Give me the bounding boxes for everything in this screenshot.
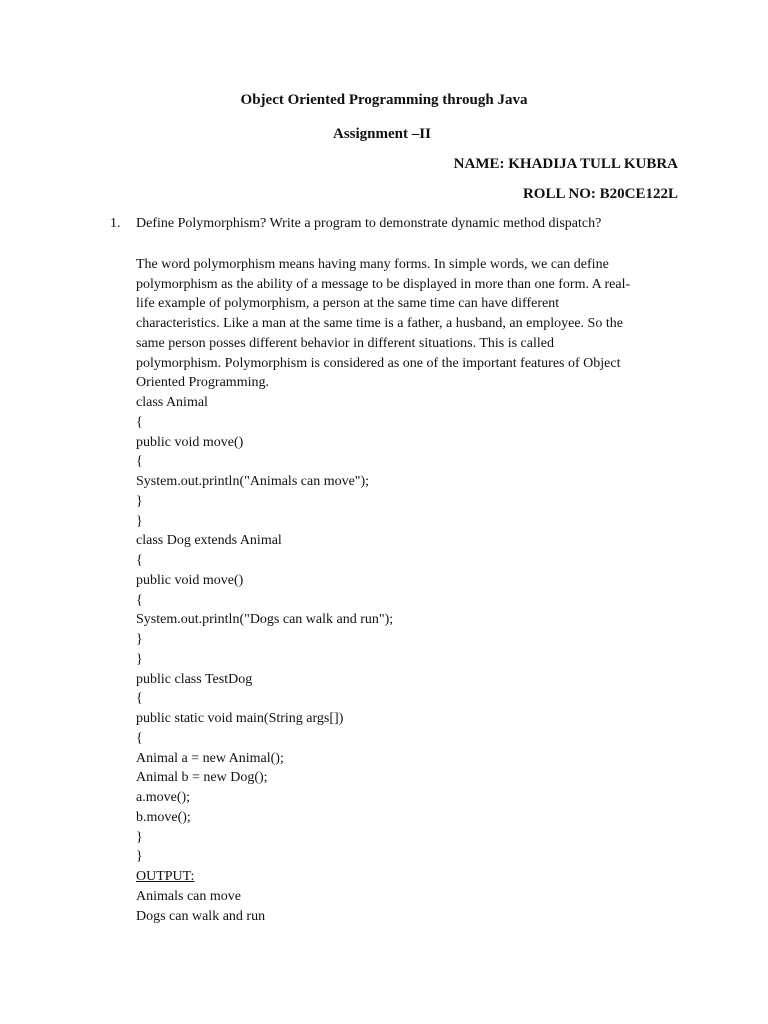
output-line: Dogs can walk and run xyxy=(136,908,266,924)
code-line: { xyxy=(136,592,143,608)
output-line: Animals can move xyxy=(136,888,241,904)
code-line: } xyxy=(136,849,143,865)
code-line: b.move(); xyxy=(136,809,191,825)
code-line: class Animal xyxy=(136,395,208,410)
document-title-text: Object Oriented Programming through Java xyxy=(240,92,528,108)
output-label: OUTPUT: xyxy=(136,869,195,884)
code-line: } xyxy=(136,513,143,529)
code-line: Animal a = new Animal(); xyxy=(136,750,284,766)
document-title xyxy=(0,92,768,109)
answer-line: characteristics. Like a man at the same time is a father, a husband, an employee. So the xyxy=(136,316,623,332)
answer-paragraph xyxy=(136,255,681,393)
code-line: a.move(); xyxy=(136,790,191,805)
answer-line: polymorphism. Polymorphism is considered as one of the important features of Object xyxy=(136,355,621,371)
code-line: { xyxy=(136,454,143,470)
code-line: System.out.println("Dogs can walk and run"); xyxy=(136,612,394,628)
code-line: { xyxy=(136,730,143,746)
question-number: 1. xyxy=(110,216,121,231)
code-line: System.out.println("Animals can move"); xyxy=(136,474,370,489)
code-line: { xyxy=(136,691,143,707)
code-line: } xyxy=(136,651,143,667)
code-line: Animal b = new Dog(); xyxy=(136,770,268,786)
code-line: public class TestDog xyxy=(136,671,253,687)
code-line: } xyxy=(136,829,143,845)
answer-line: same person posses different behavior in different situations. This is called xyxy=(136,335,554,351)
code-line: public void move() xyxy=(136,434,244,450)
code-line: { xyxy=(136,553,143,568)
code-line: public void move() xyxy=(136,572,244,588)
code-line: } xyxy=(136,632,143,647)
question-1 xyxy=(110,216,601,232)
answer-line: Oriented Programming. xyxy=(136,375,269,391)
question-text: Define Polymorphism? Write a program to demonstrate dynamic method dispatch? xyxy=(136,216,602,231)
code-line: class Dog extends Animal xyxy=(136,533,282,549)
code-line: { xyxy=(136,414,143,430)
answer-line: polymorphism as the ability of a message to be displayed in more than one form. A real- xyxy=(136,276,631,292)
student-name: NAME: KHADIJA TULL KUBRA xyxy=(453,156,678,172)
assignment-heading: Assignment –II xyxy=(333,126,431,142)
answer-line: life example of polymorphism, a person at the same time can have different xyxy=(136,296,560,312)
code-block xyxy=(136,393,393,926)
code-line: public static void main(String args[]) xyxy=(136,711,344,726)
code-line: } xyxy=(136,493,143,509)
answer-line: The word polymorphism means having many forms. In simple words, we can define xyxy=(136,257,609,272)
roll-number: ROLL NO: B20CE122L xyxy=(522,186,678,202)
